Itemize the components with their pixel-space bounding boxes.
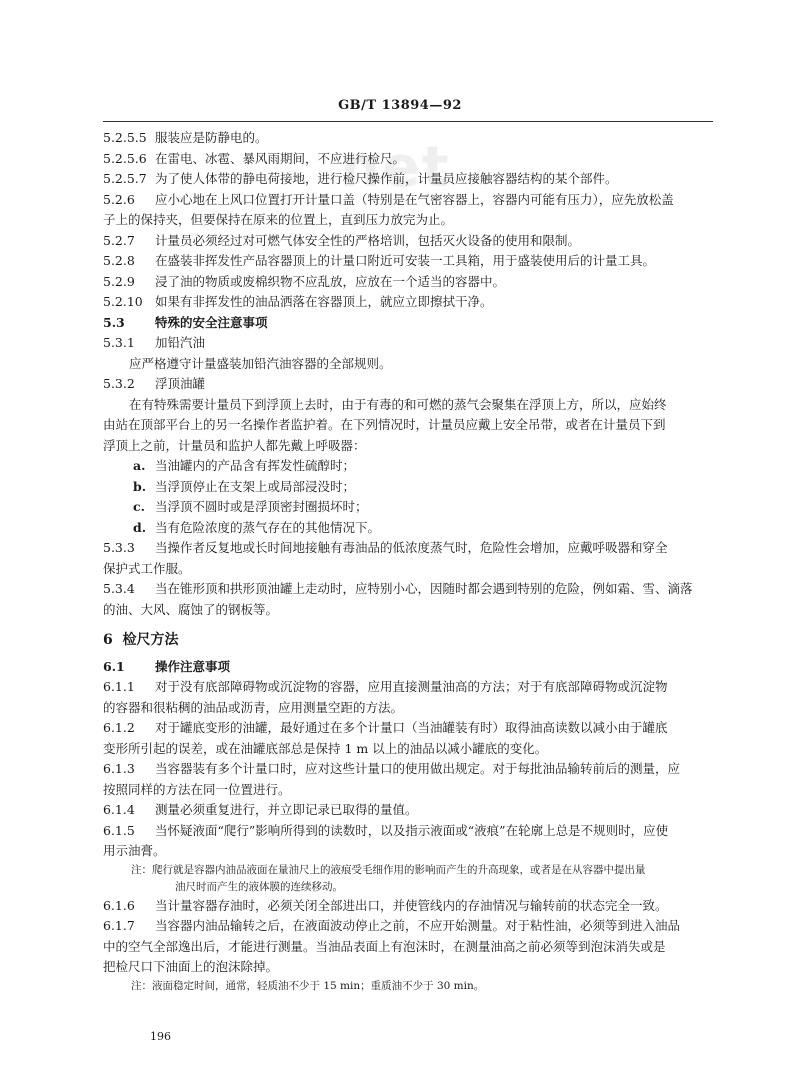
list-item-text: 当有危险浓度的蒸气存在的其他情况下。	[155, 519, 381, 535]
clause-5-3-4-cont: 的油、大风、腐蚀了的钢板等。	[103, 601, 279, 617]
note-settling-time: 注：液面稳定时间，通常，轻质油不少于 15 min；重质油不少于 30 min。	[131, 979, 485, 992]
clause-text: 浸了油的物质或废棉织物不应乱放，应放在一个适当的容器中。	[155, 273, 506, 289]
clause-6-1-1-cont: 的容器和很粘稠的油品或沥青，应用测量空距的方法。	[103, 699, 404, 715]
clause-row	[103, 128, 713, 149]
clause-6-1-3: 6.1.3 当容器装有多个计量口时，应对这些计量口的使用做出规定。对于每批油品输转前后的测量，应	[103, 761, 681, 776]
clause-5-2-6: 5.2.6 应小心地在上风口位置打开计量口盖（特别是在气密容器上，容器内可能有压力），应先放松盖	[103, 191, 674, 207]
clause-6-1-1: 6.1.1 对于没有底部障碍物或沉淀物的容器，应用直接测量油高的方法；对于有底部障碍物或沉淀物	[103, 679, 668, 694]
list-item-text: 当油罐内的产品含有挥发性硫醇时；	[155, 458, 356, 473]
standard-code-header: GB/T 13894—92	[338, 98, 462, 113]
section-6-heading: 6 检尺方法	[103, 632, 179, 648]
clause-number: 5.2.7	[103, 232, 135, 248]
clause-number: 5.2.9	[103, 273, 135, 289]
list-item-label: d.	[133, 519, 147, 535]
clause-text: 在盛装非挥发性产品容器顶上的计量口附近可安装一工具箱，用于盛装使用后的计量工具。	[155, 253, 656, 268]
list-item-label: b.	[133, 478, 147, 494]
clause-6-1-2-cont: 变形所引起的误差，或在油罐底部总是保持 1 m 以上的油品以减小罐底的变化。	[103, 740, 548, 756]
page-number: 196	[150, 1030, 171, 1043]
clause-row	[103, 292, 713, 313]
section-6-1-heading: 6.1 操作注意事项	[103, 658, 231, 674]
clause-5-3-3-cont: 保护式工作服。	[103, 560, 191, 576]
clause-6-1-4: 6.1.4 测量必须重复进行，并立即记录已取得的量值。	[103, 802, 418, 817]
clause-6-1-7: 6.1.7 当容器内油品输转之后，在液面波动停止之前，不应开始测量。对于粘性油，必须等到进入油品	[103, 918, 681, 933]
clause-6-1-5-cont: 用示油膏。	[103, 843, 166, 858]
note-creep-cont: 油尺时而产生的液体膜的连续移动。	[175, 880, 343, 893]
clause-row	[103, 231, 713, 252]
list-item	[103, 456, 713, 477]
watermark: net	[340, 135, 451, 200]
clause-number: 5.2.5.5	[103, 130, 147, 145]
list-item	[103, 497, 713, 518]
clause-6-1-2: 6.1.2 对于罐底变形的油罐，最好通过在多个计量口（当油罐装有时）取得油高读数以减小由于罐底	[103, 720, 668, 735]
clause-number: 5.2.8	[103, 253, 135, 268]
clause-text: 计量员必须经过对可燃气体安全性的严格培训，包括灭火设备的使用和限制。	[155, 232, 581, 248]
list-item	[103, 477, 713, 498]
clause-5-3-2-para-line3: 浮顶上之前，计量员和监护人都先戴上呼吸器：	[103, 437, 366, 453]
list-item-text: 当浮顶不圆时或是浮顶密封圈损坏时；	[155, 499, 368, 514]
section-5-3-heading: 5.3 特殊的安全注意事项	[103, 314, 268, 330]
clause-5-2-6-cont: 子上的保持夹，但要保持在原来的位置上，直到压力放完为止。	[103, 212, 454, 227]
clause-6-1-7-cont: 中的空气全部逸出后，才能进行测量。当油品表面上有泡沫时，在测量油高之前必须等到泡沫消失或是	[103, 938, 666, 954]
clause-5-3-2-heading: 5.3.2 浮顶油罐	[103, 376, 206, 391]
clause-5-3-1-heading: 5.3.1 加铅汽油	[103, 335, 206, 350]
clause-6-1-3-cont: 按照同样的方法在同一位置进行。	[103, 781, 291, 797]
clause-row	[103, 272, 713, 293]
clause-6-1-5: 6.1.5 当怀疑液面“爬行”影响所得到的读数时，以及指示液面或“液痕”在轮廓上总是不规则时，应使	[103, 822, 669, 838]
clause-row	[103, 149, 713, 170]
clause-text: 在雷电、冰雹、暴风雨期间，不应进行检尺。	[155, 150, 406, 166]
clause-5-3-2-list	[103, 456, 713, 538]
clause-group-b	[103, 231, 713, 313]
clause-5-3-4: 5.3.4 当在锥形顶和拱形顶油罐上走动时，应特别小心，因随时都会遇到特别的危险，例如霜、雪、滴落	[103, 581, 693, 596]
clause-text: 为了使人体带的静电荷接地，进行检尺操作前，计量员应接触容器结构的某个部件。	[155, 171, 618, 186]
clause-number: 5.2.5.7	[103, 171, 147, 186]
clause-row	[103, 169, 713, 190]
clause-text: 如果有非挥发性的油品洒落在容器顶上，就应立即擦拭干净。	[155, 294, 493, 309]
clause-number: 5.2.5.6	[103, 150, 147, 166]
clause-text: 服装应是防静电的。	[155, 130, 268, 145]
clause-6-1-7-cont2: 把检尺口下油面上的泡沫除掉。	[103, 959, 279, 974]
clause-5-3-2-para-line1: 在有特殊需要计量员下到浮顶上去时，由于有毒的和可燃的蒸气会聚集在浮顶上方，所以，应始终	[129, 396, 667, 412]
clause-number: 5.2.10	[103, 294, 143, 309]
clause-5-3-1-body: 应严格遵守计量盛装加铅汽油容器的全部规则。	[129, 355, 392, 371]
list-item-text: 当浮顶停止在支架上或局部浸没时；	[155, 478, 356, 494]
clause-row	[103, 251, 713, 272]
note-creep: 注：爬行就是容器内油品液面在量油尺上的液痕受毛细作用的影响而产生的升高现象，或者是在从容器中提出量	[131, 863, 646, 876]
clause-5-3-3: 5.3.3 当操作者反复地或长时间地接触有毒油品的低浓度蒸气时，危险性会增加，应戴呼吸器和穿全	[103, 540, 668, 555]
header-rule	[103, 121, 713, 122]
clause-group-a	[103, 128, 713, 190]
clause-5-3-2-para-line2: 由站在顶部平台上的另一名操作者监护着。在下列情况时，计量员应戴上安全吊带，或者在计量员下到	[103, 417, 666, 432]
list-item-label: c.	[133, 499, 145, 514]
list-item	[103, 518, 713, 539]
list-item-label: a.	[133, 458, 146, 473]
clause-6-1-6: 6.1.6 当计量容器存油时，必须关闭全部进出口，并使管线内的存油情况与输转前的状态完全一致。	[103, 897, 668, 913]
document-body	[103, 128, 713, 995]
